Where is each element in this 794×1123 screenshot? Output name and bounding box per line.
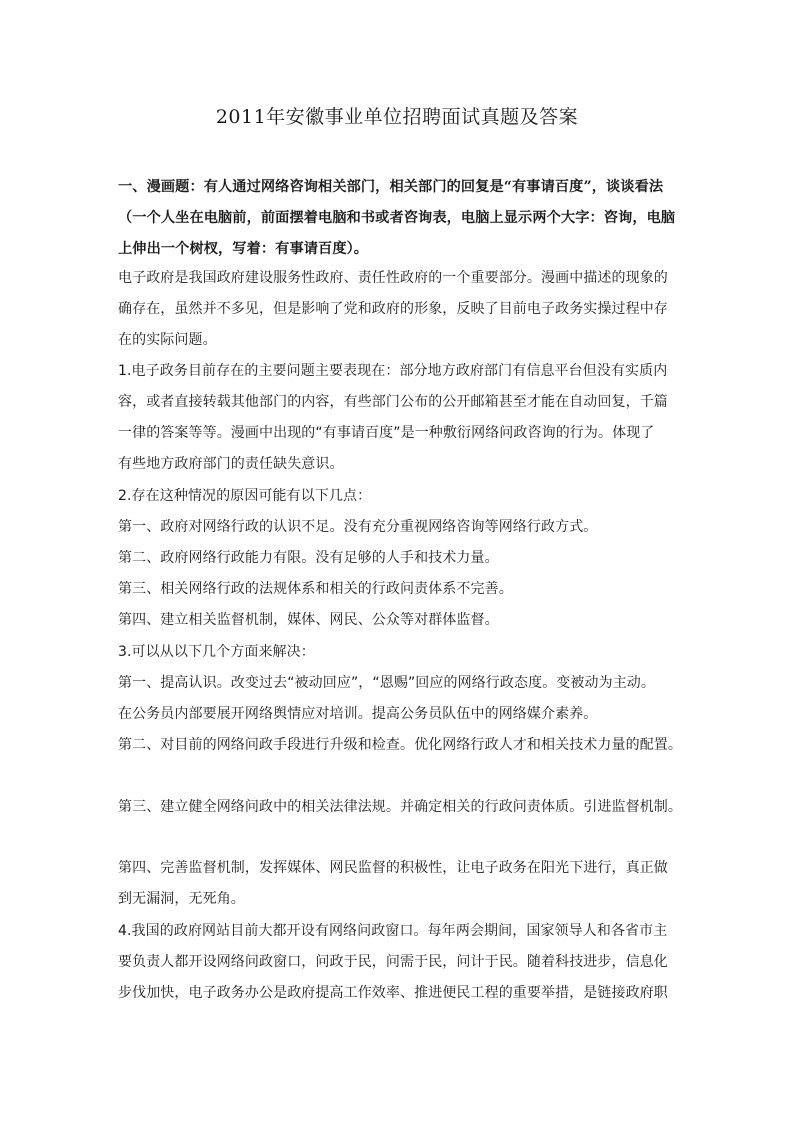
paragraph-line: 要负责人都开设网络问政窗口，问政于民，问需于民，问计于民。随着科技进步，信息化 [118,954,668,970]
paragraph-line: 1.电子政务目前存在的主要问题主要表现在：部分地方政府部门有信息平台但没有实质内 [118,363,668,379]
question-line: 一、漫画题：有人通过网络咨询相关部门，相关部门的回复是“有事请百度”，谈谈看法 [118,179,664,195]
paragraph-line: 第一、提高认识。改变过去“被动回应”，“恩赐”回应的网络行政态度。变被动为主动。 [118,675,656,691]
paragraph-line: 第四、完善监督机制，发挥媒体、网民监督的积极性，让电子政务在阳光下进行，真正做 [118,860,668,876]
paragraph-line: 2.存在这种情况的原因可能有以下几点： [118,488,372,504]
question-line: 上伸出一个树杈，写着：有事请百度）。 [118,241,369,257]
paragraph-line: 到无漏洞，无死角。 [118,891,245,907]
paragraph-line: 第三、建立健全网络问政中的相关法律法规。并确定相关的行政问责体质。引进监督机制。 [118,799,682,815]
paragraph-line: 第一、政府对网络行政的认识不足。没有充分重视网络咨询等网络行政方式。 [118,519,598,535]
paragraph-line: 电子政府是我国政府建设服务性政府、责任性政府的一个重要部分。漫画中描述的现象的 [118,270,668,286]
question-line: （一个人坐在电脑前，前面摆着电脑和书或者咨询表，电脑上显示两个大字：咨询，电脑 [118,210,676,226]
paragraph-line: 容，或者直接转载其他部门的内容，有些部门公布的公开邮箱甚至才能在自动回复，千篇 [118,394,668,410]
paragraph-line: 第二、对目前的网络问政手段进行升级和检查。优化网络行政人才和相关技术力量的配置。 [118,737,682,753]
paragraph-line: 第四、建立相关监督机制，媒体、网民、公众等对群体监督。 [118,612,499,628]
document-title: 2011年安徽事业单位招聘面试真题及答案 [215,106,579,128]
paragraph-line: 一律的答案等等。漫画中出现的“有事请百度”是一种敷衍网络问政咨询的行为。体现了 [118,425,655,441]
paragraph-line: 第三、相关网络行政的法规体系和相关的行政问责体系不完善。 [118,581,513,597]
paragraph-line: 4.我国的政府网站目前大都开设有网络问政窗口。每年两会期间，国家领导人和各省市主 [118,923,668,939]
paragraph-line: 步伐加快，电子政务办公是政府提高工作效率、推进便民工程的重要举措，是链接政府职 [118,985,668,1001]
paragraph-line: 在的实际问题。 [118,332,217,348]
paragraph-line: 确存在，虽然并不多见，但是影响了党和政府的形象，反映了目前电子政务实操过程中存 [118,301,668,317]
paragraph-line: 在公务员内部要展开网络舆情应对培训。提高公务员队伍中的网络媒介素养。 [118,706,598,722]
paragraph-line: 3.可以从以下几个方面来解决： [118,644,315,660]
paragraph-line: 第二、政府网络行政能力有限。没有足够的人手和技术力量。 [118,550,499,566]
paragraph-line: 有些地方政府部门的责任缺失意识。 [118,456,344,472]
